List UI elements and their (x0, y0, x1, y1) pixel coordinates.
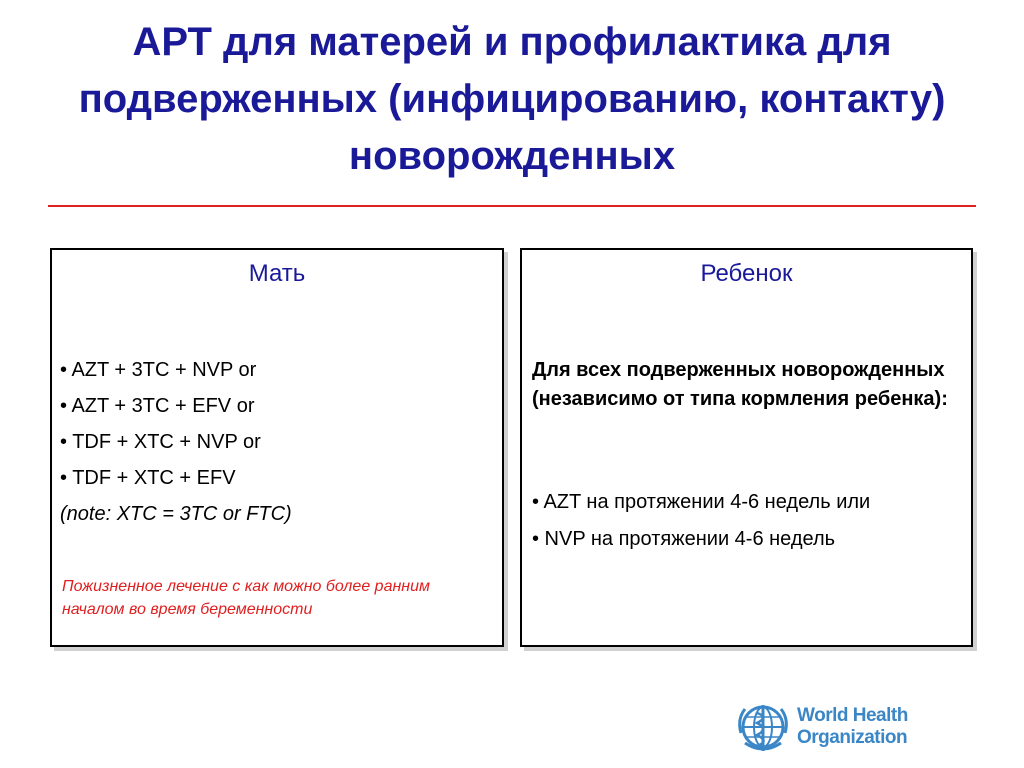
list-item: • NVP на протяжении 4-6 недель (532, 528, 836, 550)
abbreviation-note: (note: XTC = 3TC or FTC) (60, 503, 292, 525)
list-item: • AZT + 3TC + NVP or (60, 359, 257, 381)
list-item: • TDF + XTC + EFV (60, 467, 236, 489)
mother-heading: Мать (248, 260, 306, 287)
who-line-1: World Health (797, 705, 908, 726)
mother-panel (50, 248, 504, 647)
list-item: • TDF + XTC + NVP or (60, 431, 261, 453)
who-wordmark (797, 705, 908, 749)
list-item: • AZT + 3TC + EFV or (60, 395, 255, 417)
who-emblem-icon (733, 697, 793, 757)
child-heading: Ребенок (700, 260, 793, 287)
who-logo (733, 697, 913, 757)
mother-regimen-list (60, 352, 292, 532)
child-intro: Для всех подверженных новорожденных (независимо от типа кормления ребенка): (532, 359, 948, 410)
slide-title: АРТ для матерей и профилактика для подверженных (инфицированию, контакту) новорожденных (78, 20, 946, 178)
lifelong-treatment-note: Пожизненное лечение с как можно более ранним началом во время беременности (62, 578, 430, 618)
child-regimen-list (532, 488, 962, 562)
title-divider (48, 205, 976, 207)
who-line-2: Organization (797, 727, 908, 748)
list-item: • AZT на протяжении 4-6 недель или (532, 491, 871, 513)
child-panel (520, 248, 973, 647)
